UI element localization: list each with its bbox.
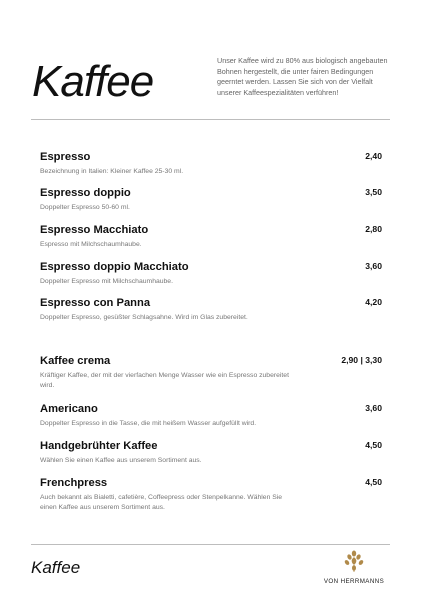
- page-title: Kaffee: [32, 57, 154, 106]
- menu-item: [40, 476, 382, 512]
- menu-item-price: 4,50: [365, 477, 382, 487]
- menu-item: [40, 402, 382, 429]
- menu-item-name: Espresso Macchiato: [40, 224, 149, 236]
- menu-item-name: Kaffee crema: [40, 355, 111, 367]
- menu-item: [40, 296, 382, 323]
- menu-item-name: Frenchpress: [40, 477, 108, 489]
- menu-item-description: Bezeichnung in Italien: Kleiner Kaffee 25-30 ml.: [40, 168, 184, 175]
- footer-title: Kaffee: [31, 558, 81, 577]
- menu-item-price: 2,90 | 3,30: [341, 355, 382, 365]
- menu-item-description: Doppelter Espresso, gesüßter Schlagsahne. Wird im Glas zubereitet.: [40, 314, 248, 321]
- menu-item-name: Espresso doppio: [40, 187, 131, 199]
- menu-item-price: 3,60: [365, 403, 382, 413]
- footer-divider: [31, 544, 390, 545]
- menu-item-price: 2,80: [365, 224, 382, 234]
- menu-item-price: 4,50: [365, 440, 382, 450]
- menu-item: [40, 439, 382, 466]
- menu-item-description: Doppelter Espresso mit Milchschaumhaube.: [40, 278, 173, 285]
- menu-item-description: Kräftiger Kaffee, der mit der vierfachen Menge Wasser wie ein Espresso zubereitet wird.: [40, 372, 289, 389]
- menu-item-name: Espresso doppio Macchiato: [40, 261, 189, 273]
- menu-item: [40, 223, 382, 250]
- menu-item: [40, 186, 382, 213]
- header-divider: [31, 119, 390, 120]
- menu-item-name: Espresso con Panna: [40, 297, 151, 309]
- menu-item: [40, 260, 382, 287]
- menu-item-price: 4,20: [365, 297, 382, 307]
- menu-item-name: Handgebrühter Kaffee: [40, 440, 158, 452]
- menu-item-description: Doppelter Espresso 50-60 ml.: [40, 204, 130, 211]
- menu-item-description: Doppelter Espresso in die Tasse, die mit heißem Wasser aufgefüllt wird.: [40, 420, 257, 427]
- intro-text: Unser Kaffee wird zu 80% aus biologisch angebauten Bohnen hergestellt, die unter fairen Bedingungen geerntet werden. Lassen Sie sich von der Vielfalt unserer Kaffeespezialitäten verführen!: [217, 56, 388, 97]
- brand-logo: [318, 550, 390, 585]
- menu-item-name: Espresso: [40, 151, 91, 163]
- menu-item-description: Wählen Sie einen Kaffee aus unserem Sortiment aus.: [40, 457, 202, 464]
- brand-name: VON HERRMANNS: [323, 578, 385, 585]
- menu-item-description: Auch bekannt als Bialetti, cafetière, Coffeepress oder Stenpelkanne. Wählen Sie einen Kaffee aus unserem Sortiment aus.: [40, 494, 283, 511]
- menu-item-price: 2,40: [365, 151, 382, 161]
- menu-item-name: Americano: [40, 403, 98, 415]
- coffee-bean-branch-icon: [341, 550, 367, 574]
- menu-item: [40, 150, 382, 177]
- menu-item-description: Espresso mit Milchschaumhaube.: [40, 241, 142, 248]
- menu-item: [40, 354, 382, 390]
- menu-item-price: 3,60: [365, 261, 382, 271]
- menu-item-price: 3,50: [365, 187, 382, 197]
